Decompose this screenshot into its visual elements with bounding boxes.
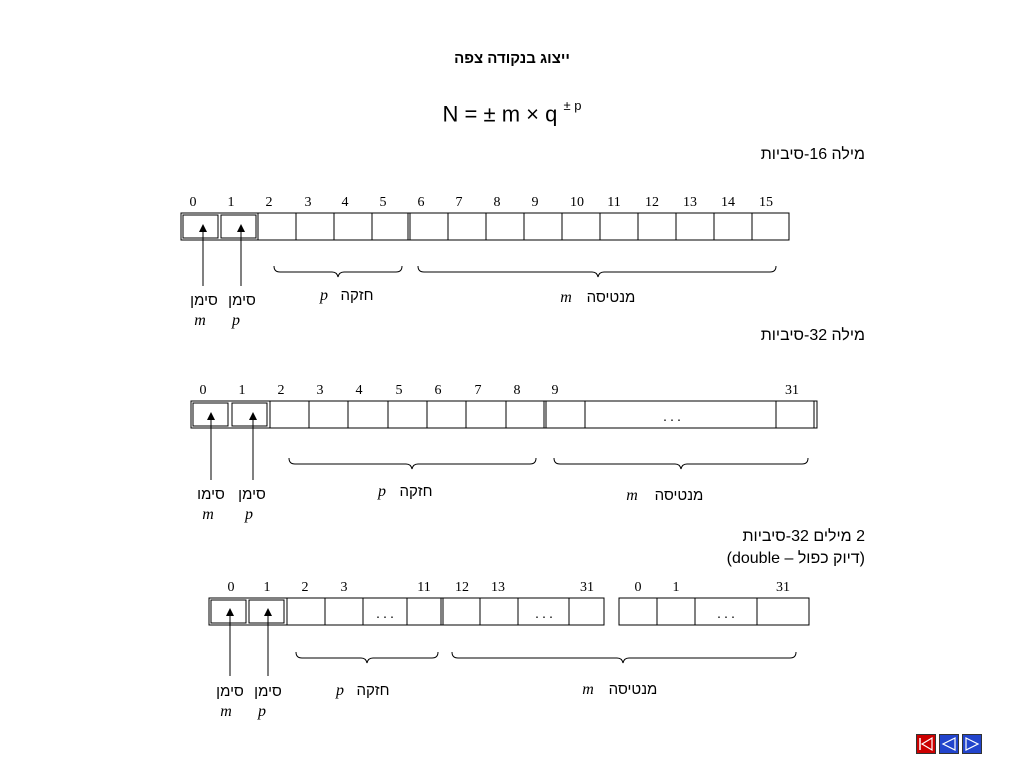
word16-arrows <box>203 228 241 286</box>
mantissa-label: מנטיסה <box>654 487 704 504</box>
bit-number: 4 <box>355 383 363 398</box>
ellipsis: . . . <box>717 607 735 622</box>
sign-m-label: סימו <box>197 486 225 503</box>
formula-exponent: ± p <box>563 98 582 113</box>
word16-braces <box>274 266 776 277</box>
bit-number: 2 <box>301 580 309 595</box>
ellipsis: . . . <box>535 607 553 622</box>
sign-p-label: סימן <box>254 683 282 700</box>
word64-label-line2: (דיוק כפול – double) <box>726 550 865 567</box>
exponent-label: חזקה <box>340 287 374 304</box>
bit-number: 9 <box>531 195 539 210</box>
next-slide-button[interactable] <box>962 734 982 754</box>
formula-main: N = ± m × q <box>442 101 558 127</box>
sign-m-label: סימן <box>190 292 218 309</box>
bit-number: 5 <box>379 195 387 210</box>
sign-m-label: סימן <box>216 683 244 700</box>
bit-number: 8 <box>513 383 521 398</box>
slide-navigation <box>916 734 982 754</box>
bit-number: 3 <box>316 383 324 398</box>
bit-number: 1 <box>238 383 246 398</box>
m-letter: m <box>194 312 206 329</box>
sign-p-label: סימן <box>238 486 266 503</box>
bit-number: 15 <box>759 195 773 210</box>
p-letter: p <box>232 312 240 329</box>
bit-number: 11 <box>417 580 431 595</box>
m-letter: m <box>220 703 232 720</box>
mantissa-label: מנטיסה <box>586 289 636 306</box>
bit-number: 7 <box>455 195 463 210</box>
p-letter: p <box>258 703 266 720</box>
page-title: ייצוג בנקודה צפה <box>454 50 570 67</box>
bit-number: 12 <box>455 580 469 595</box>
bit-number: 12 <box>645 195 659 210</box>
bit-number: 31 <box>580 580 594 595</box>
bit-number: 13 <box>491 580 505 595</box>
word32-diagram <box>191 383 817 523</box>
exponent-label: חזקה <box>356 682 390 699</box>
previous-slide-button[interactable] <box>939 734 959 754</box>
sign-p-label: סימן <box>228 292 256 309</box>
bit-number: 0 <box>634 580 642 595</box>
word64-bit-numbers <box>228 580 791 595</box>
next-slide-icon <box>963 735 981 753</box>
m-letter: m <box>202 506 214 523</box>
bit-number: 0 <box>189 195 197 210</box>
bit-number: 13 <box>683 195 697 210</box>
mant-m-letter: m <box>560 289 572 306</box>
mant-m-letter: m <box>582 681 594 698</box>
bit-number: 1 <box>263 580 271 595</box>
word64-diagram <box>209 580 809 720</box>
bit-number: 31 <box>785 383 799 398</box>
word32-cells <box>191 401 817 428</box>
bit-number: 3 <box>340 580 348 595</box>
bit-number: 9 <box>551 383 559 398</box>
word16-cells <box>181 213 789 240</box>
word64-cells-b <box>619 598 809 625</box>
word32-bit-numbers <box>200 383 800 398</box>
ellipsis: . . . <box>376 607 394 622</box>
bit-number: 0 <box>227 580 235 595</box>
bit-number: 11 <box>607 195 621 210</box>
p-letter: p <box>245 506 253 523</box>
first-slide-button[interactable] <box>916 734 936 754</box>
mantissa-label: מנטיסה <box>608 681 658 698</box>
bit-number: 7 <box>474 383 482 398</box>
bit-number: 4 <box>341 195 349 210</box>
exponent-label: חזקה <box>399 483 433 500</box>
exp-p-letter: p <box>320 287 328 304</box>
bit-number: 1 <box>227 195 235 210</box>
exp-p-letter: p <box>336 682 344 699</box>
word16-bit-numbers <box>190 195 774 210</box>
bit-number: 31 <box>776 580 790 595</box>
bit-number: 14 <box>721 195 735 210</box>
first-slide-icon <box>917 735 935 753</box>
word32-braces <box>289 458 808 469</box>
word64-label-line1: 2 מילים 32-סיביות <box>742 528 865 545</box>
mant-m-letter: m <box>626 487 638 504</box>
bit-number: 1 <box>672 580 680 595</box>
word16-diagram <box>181 195 789 329</box>
bit-number: 0 <box>199 383 207 398</box>
bit-number: 8 <box>493 195 501 210</box>
exp-p-letter: p <box>378 483 386 500</box>
bit-number: 10 <box>570 195 584 210</box>
word32-label: מילה 32-סיביות <box>760 327 865 344</box>
bit-number: 3 <box>304 195 312 210</box>
previous-slide-icon <box>940 735 958 753</box>
bit-number: 5 <box>395 383 403 398</box>
bit-number: 2 <box>265 195 273 210</box>
bit-number: 6 <box>434 383 442 398</box>
word16-label: מילה 16-סיביות <box>760 146 865 163</box>
bit-number: 2 <box>277 383 285 398</box>
word64-braces <box>296 652 796 663</box>
bit-number: 6 <box>417 195 425 210</box>
ellipsis: . . . <box>663 410 681 425</box>
